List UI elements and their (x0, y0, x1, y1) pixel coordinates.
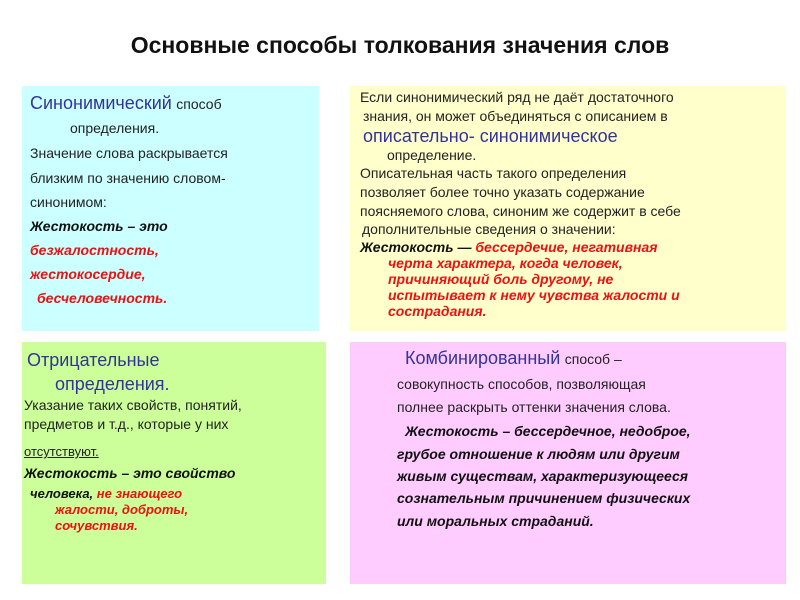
example-line: живым существам, характеризующееся (397, 468, 689, 484)
text-line: синонимом: (30, 194, 107, 210)
text-line: предметов и т.д., которые у них (24, 416, 229, 432)
negative-heading: определения. (55, 374, 170, 394)
example-term: Жестокость – это свойство (24, 465, 236, 481)
text-line: поясняемого слова, синоним же содержит в себе (360, 203, 681, 219)
synonymic-heading: Синонимический способ (30, 93, 222, 113)
text-line: Описательная часть такого определения (360, 165, 627, 181)
example-line: Жестокость — бессердечие, негативная (360, 239, 658, 255)
text-line: отсутствуют. (24, 444, 99, 459)
combined-heading: Комбинированный способ – (405, 348, 622, 368)
example-line: грубое отношение к людям или другим (397, 446, 680, 462)
example-red: безжалостность, (30, 242, 159, 258)
example-red: причиняющий боль другому, не (388, 271, 614, 287)
text-line: близким по значению словом- (30, 170, 226, 186)
example-line: или моральных страданий. (397, 513, 594, 529)
text-line: Значение слова раскрывается (30, 145, 228, 161)
text-line: Если синонимический ряд не даёт достаточного (360, 89, 674, 105)
text-line: полнее раскрыть оттенки значения слова. (397, 399, 671, 415)
slide-title: Основные способы толкования значения слов (130, 32, 670, 58)
example-term: Жестокость – это (30, 218, 168, 234)
example-red: сострадания. (388, 303, 487, 319)
example-red: жестокосердие, (30, 266, 146, 282)
negative-heading: Отрицательные (27, 350, 160, 370)
text-line: Указание таких свойств, понятий, (24, 397, 242, 413)
text-line: знания, он может объединяться с описанием в (363, 108, 668, 124)
text-line: совокупность способов, позволяющая (397, 376, 646, 392)
example-red: черта характера, когда человек, (388, 255, 623, 271)
text-line: позволяет более точно указать содержание (360, 184, 645, 200)
example-red: сочувствия. (55, 518, 138, 533)
example-red: испытывает к нему чувства жалости и (388, 287, 680, 303)
example-red: бесчеловечность. (37, 290, 168, 306)
text-line: дополнительные сведения о значении: (362, 221, 616, 237)
text-line: определение. (387, 147, 477, 163)
descriptive-heading: описательно- синонимическое (363, 126, 618, 146)
example-line: сознательным причинением физических (397, 490, 691, 506)
example-line: Жестокость – бессердечное, недоброе, (405, 423, 691, 439)
example-line: человека, не знающего (30, 486, 183, 501)
text-line: определения. (70, 120, 160, 136)
example-red: жалости, доброты, (55, 502, 189, 517)
